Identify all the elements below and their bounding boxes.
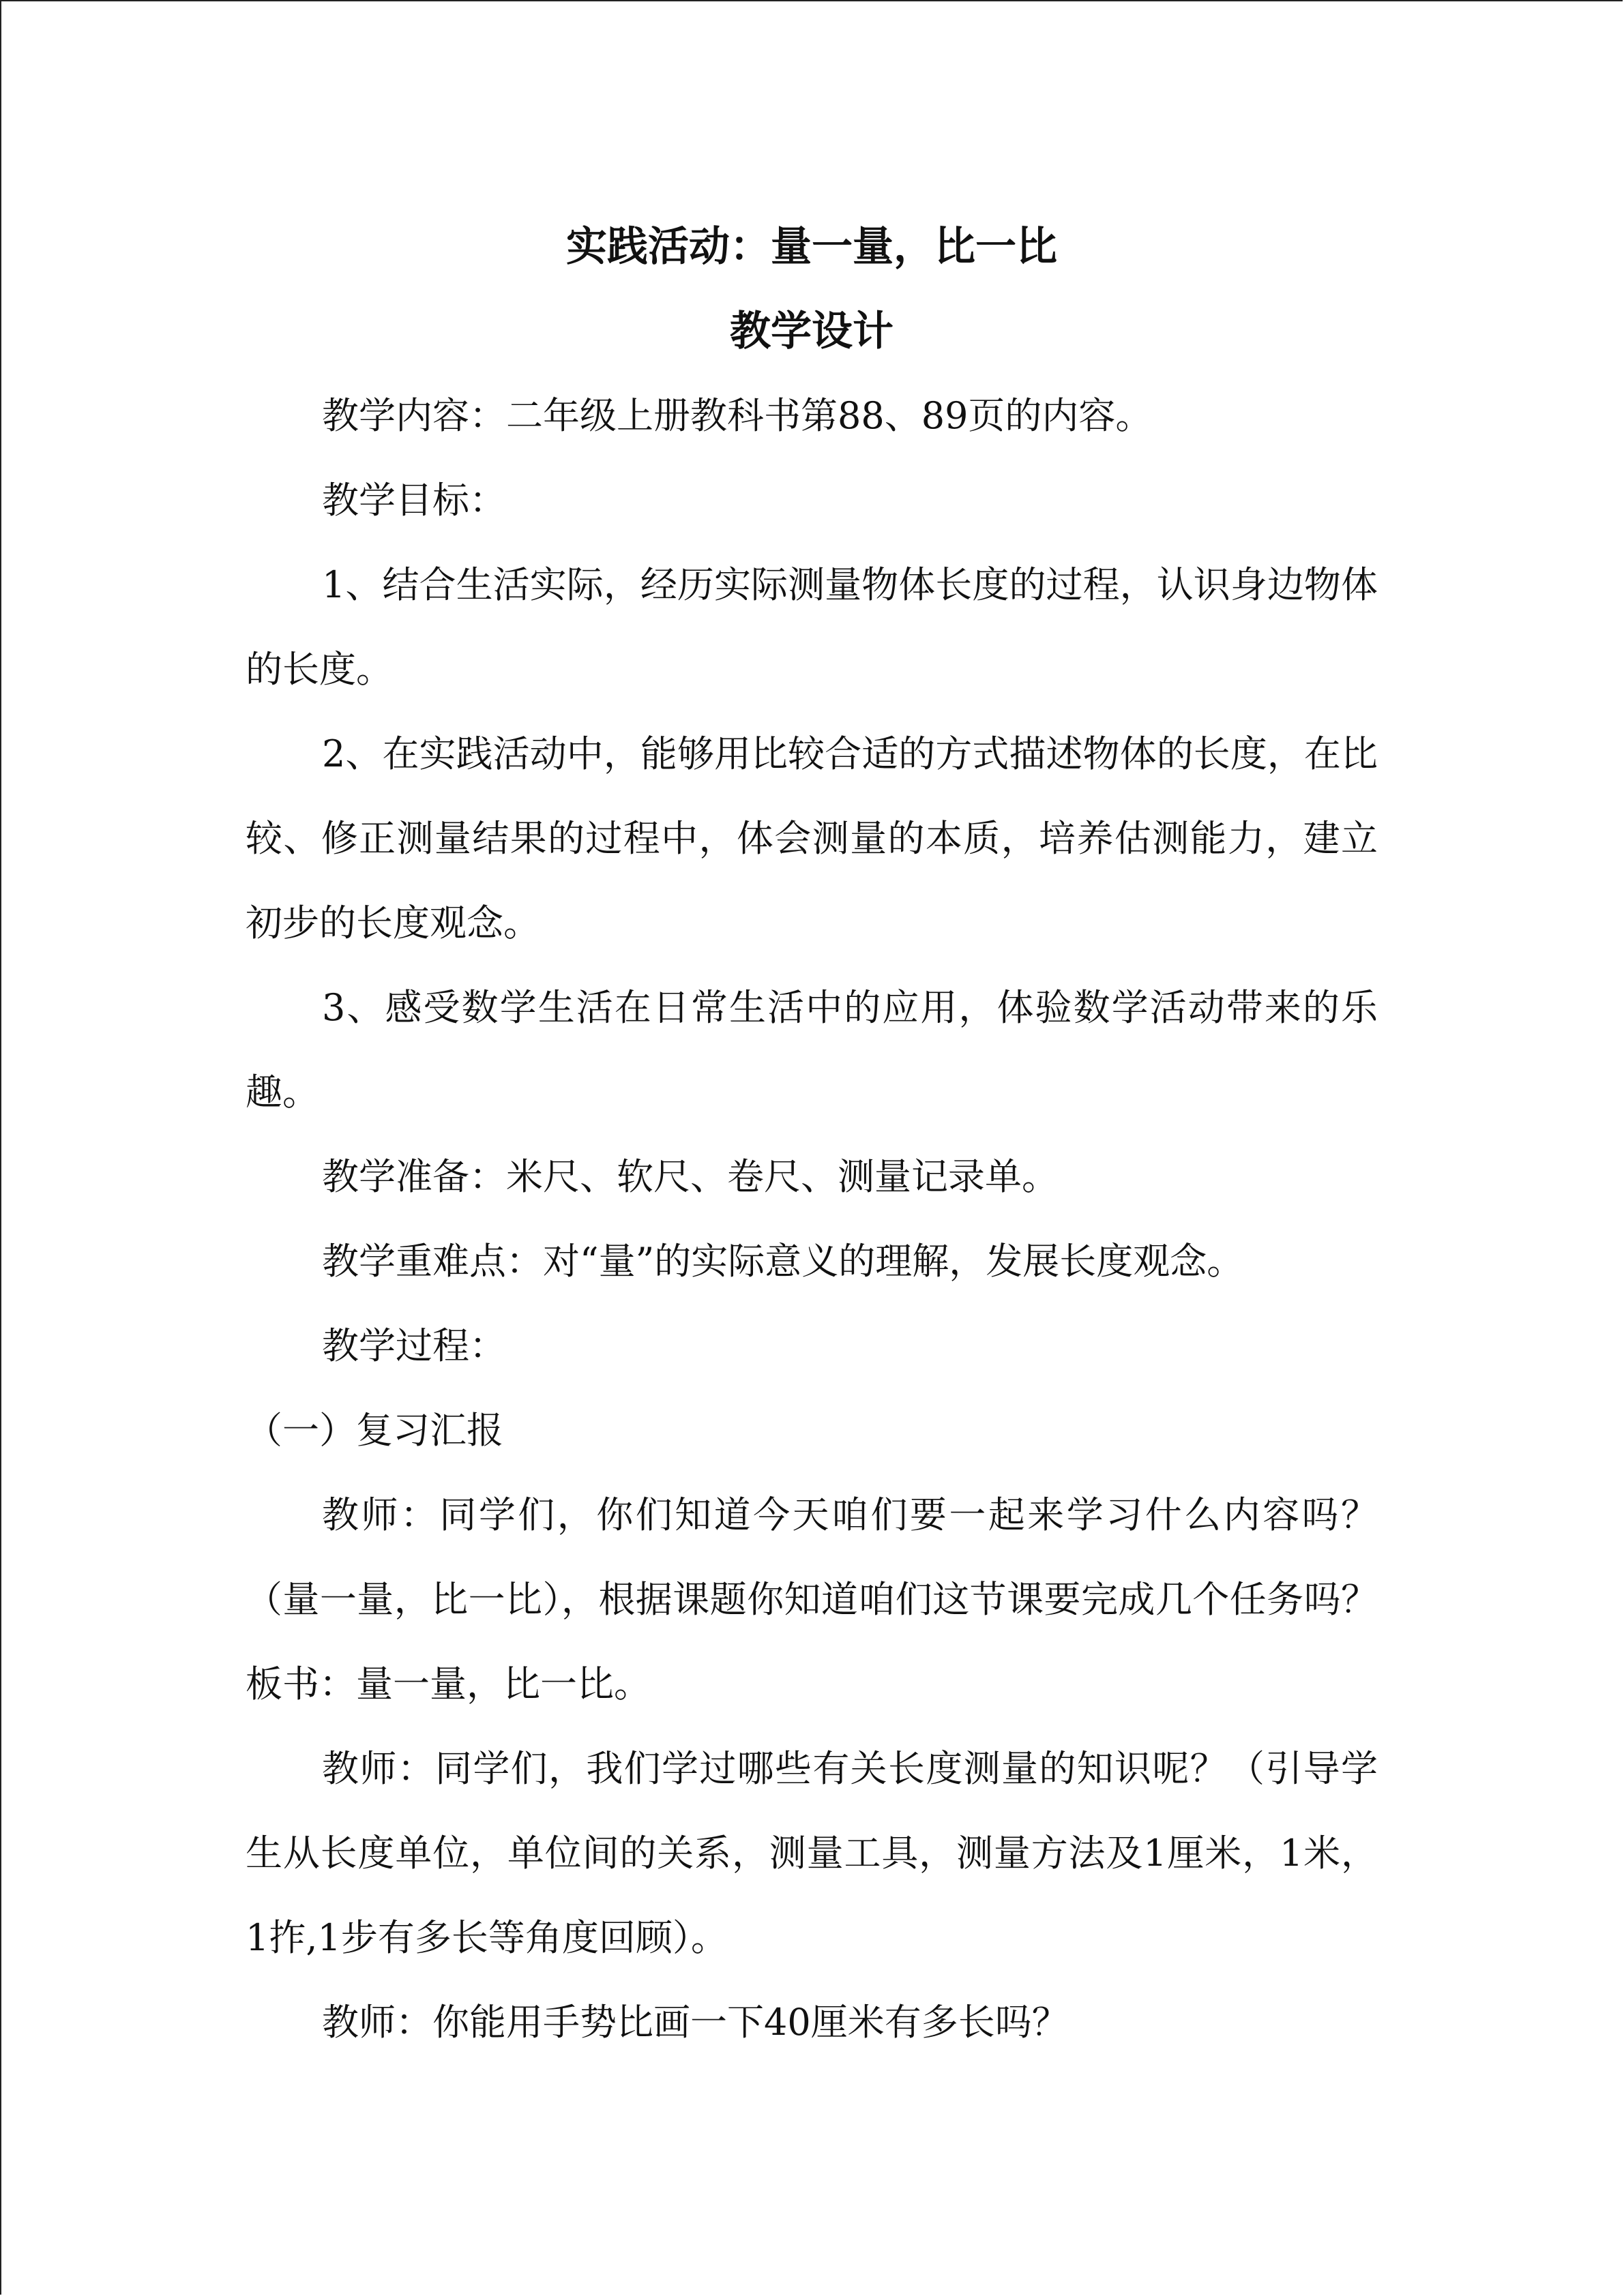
paragraph-teaching-content: 教学内容：二年级上册教科书第88、89页的内容。 [322,394,1153,437]
paragraph-teaching-goals-heading: 教学目标： [322,479,506,522]
document-body [246,205,1378,2065]
paragraph-teacher-dialogue-2: 教师：同学们，我们学过哪些有关长度测量的知识呢？（引导学生从长度单位，单位间的关系，测量工具，测量方法及1厘米，1米，1拃,1步有多长等角度回顾）。 [246,1747,1378,1959]
paragraph-teacher-dialogue-1: 教师：同学们，你们知道今天咱们要一起来学习什么内容吗？（量一量，比一比），根据课题你知道咱们这节课要完成几个任务吗？板书：量一量，比一比。 [246,1493,1378,1705]
paragraph-teaching-process-heading: 教学过程： [322,1324,506,1367]
paragraph-goal-2: 2、在实践活动中，能够用比较合适的方式描述物体的长度，在比较、修正测量结果的过程中，体会测量的本质，培养估测能力，建立初步的长度观念。 [246,732,1378,944]
paragraph-goal-3: 3、感受数学生活在日常生活中的应用，体验数学活动带来的乐趣。 [246,986,1378,1114]
document-subtitle: 教学设计 [730,308,894,355]
paragraph-key-difficulties: 教学重难点：对“量”的实际意义的理解，发展长度观念。 [322,1240,1244,1283]
section-heading-review: （一）复习汇报 [246,1409,503,1452]
paragraph-goal-1: 1、结合生活实际，经历实际测量物体长度的过程，认识身边物体的长度。 [246,563,1378,691]
paragraph-teacher-dialogue-3: 教师：你能用手势比画一下40厘米有多长吗？ [322,2001,1069,2044]
paragraph-teaching-preparation: 教学准备：米尺、软尺、卷尺、测量记录单。 [322,1155,1059,1198]
document-title: 实践活动：量一量，比一比 [566,223,1057,271]
